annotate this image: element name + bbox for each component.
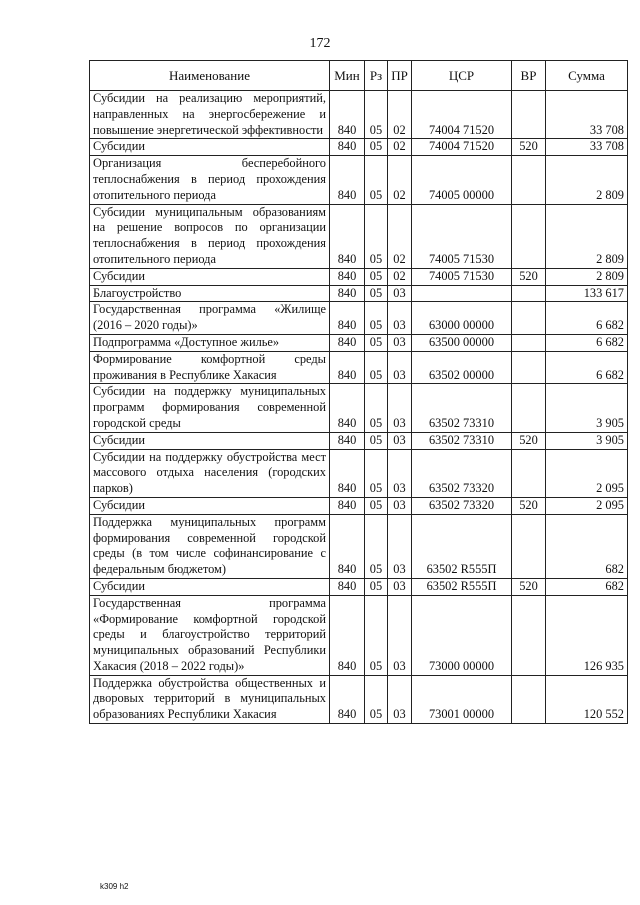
row-min-cell: 840 (330, 139, 365, 156)
row-csr-cell: 63500 00000 (412, 334, 512, 351)
row-rz-cell: 05 (365, 384, 388, 432)
table-body (90, 91, 628, 724)
row-rz-cell: 05 (365, 497, 388, 514)
row-min-cell: 840 (330, 156, 365, 204)
table-row (90, 334, 628, 351)
table-row (90, 675, 628, 723)
row-csr-cell: 74005 71530 (412, 268, 512, 285)
row-sum-cell: 6 682 (546, 302, 628, 335)
table-row (90, 204, 628, 268)
table-row (90, 268, 628, 285)
row-name-cell: Государственная программа «Жилище (2016 – 2020 годы)» (90, 302, 330, 335)
table-header-row (90, 61, 628, 91)
row-csr-cell: 63502 73310 (412, 384, 512, 432)
row-sum-cell: 2 809 (546, 268, 628, 285)
table-row (90, 156, 628, 204)
row-rz-cell: 05 (365, 351, 388, 384)
table-row (90, 285, 628, 302)
row-rz-cell: 05 (365, 156, 388, 204)
row-csr-cell: 63502 73320 (412, 497, 512, 514)
row-rz-cell: 05 (365, 432, 388, 449)
row-sum-cell: 2 095 (546, 497, 628, 514)
row-pr-cell: 03 (388, 578, 412, 595)
row-vr-cell (512, 91, 546, 139)
row-csr-cell: 63502 R555П (412, 514, 512, 578)
row-csr-cell: 74004 71520 (412, 91, 512, 139)
row-sum-cell: 682 (546, 578, 628, 595)
row-vr-cell: 520 (512, 497, 546, 514)
row-name-cell: Субсидии (90, 432, 330, 449)
row-min-cell: 840 (330, 285, 365, 302)
row-csr-cell: 73000 00000 (412, 595, 512, 675)
row-min-cell: 840 (330, 351, 365, 384)
row-name-cell: Формирование комфортной среды проживания в Республике Хакасия (90, 351, 330, 384)
row-csr-cell: 63502 73310 (412, 432, 512, 449)
row-name-cell: Государственная программа «Формирование комфортной городской среды и благоустройство территорий муниципальных образований Республики Хакасия (2018 – 2022 годы)» (90, 595, 330, 675)
row-vr-cell (512, 302, 546, 335)
row-csr-cell: 74004 71520 (412, 139, 512, 156)
row-sum-cell: 2 809 (546, 156, 628, 204)
column-header-csr: ЦСР (412, 61, 512, 91)
row-name-cell: Субсидии (90, 578, 330, 595)
row-name-cell: Субсидии на поддержку муниципальных программ формирования современной городской среды (90, 384, 330, 432)
row-min-cell: 840 (330, 302, 365, 335)
row-pr-cell: 02 (388, 91, 412, 139)
row-vr-cell (512, 514, 546, 578)
row-pr-cell: 03 (388, 497, 412, 514)
row-name-cell: Субсидии (90, 139, 330, 156)
row-csr-cell: 63502 00000 (412, 351, 512, 384)
row-sum-cell: 682 (546, 514, 628, 578)
table-row (90, 432, 628, 449)
column-header-vr: ВР (512, 61, 546, 91)
row-pr-cell: 03 (388, 514, 412, 578)
row-rz-cell: 05 (365, 334, 388, 351)
row-sum-cell: 126 935 (546, 595, 628, 675)
row-pr-cell: 03 (388, 285, 412, 302)
row-name-cell: Субсидии (90, 497, 330, 514)
row-rz-cell: 05 (365, 268, 388, 285)
row-min-cell: 840 (330, 578, 365, 595)
row-pr-cell: 02 (388, 156, 412, 204)
row-min-cell: 840 (330, 384, 365, 432)
row-csr-cell: 73001 00000 (412, 675, 512, 723)
column-header-sum: Сумма (546, 61, 628, 91)
row-name-cell: Субсидии на реализацию мероприятий, направленных на энергосбережение и повышение энергетической эффективности (90, 91, 330, 139)
row-csr-cell: 63502 73320 (412, 449, 512, 497)
row-rz-cell: 05 (365, 595, 388, 675)
row-sum-cell: 6 682 (546, 351, 628, 384)
budget-table (89, 60, 628, 724)
table-row (90, 578, 628, 595)
row-name-cell: Субсидии (90, 268, 330, 285)
row-sum-cell: 33 708 (546, 91, 628, 139)
row-pr-cell: 03 (388, 334, 412, 351)
table-row (90, 497, 628, 514)
row-name-cell: Организация бесперебойного теплоснабжения в период прохождения отопительного периода (90, 156, 330, 204)
row-rz-cell: 05 (365, 139, 388, 156)
row-pr-cell: 02 (388, 268, 412, 285)
row-vr-cell (512, 334, 546, 351)
row-pr-cell: 03 (388, 351, 412, 384)
row-vr-cell (512, 204, 546, 268)
table-row (90, 514, 628, 578)
row-rz-cell: 05 (365, 675, 388, 723)
row-pr-cell: 03 (388, 449, 412, 497)
row-vr-cell (512, 675, 546, 723)
row-sum-cell: 3 905 (546, 432, 628, 449)
row-vr-cell (512, 285, 546, 302)
row-vr-cell (512, 351, 546, 384)
row-name-cell: Благоустройство (90, 285, 330, 302)
row-pr-cell: 03 (388, 595, 412, 675)
row-pr-cell: 03 (388, 302, 412, 335)
row-vr-cell: 520 (512, 578, 546, 595)
row-sum-cell: 120 552 (546, 675, 628, 723)
row-min-cell: 840 (330, 204, 365, 268)
row-sum-cell: 6 682 (546, 334, 628, 351)
row-rz-cell: 05 (365, 449, 388, 497)
row-pr-cell: 03 (388, 384, 412, 432)
row-rz-cell: 05 (365, 578, 388, 595)
column-header-rz: Рз (365, 61, 388, 91)
row-vr-cell: 520 (512, 432, 546, 449)
row-pr-cell: 02 (388, 139, 412, 156)
row-sum-cell: 133 617 (546, 285, 628, 302)
row-pr-cell: 02 (388, 204, 412, 268)
row-name-cell: Поддержка муниципальных программ формирования современной городской среды (в том числе софинансирование с федеральным бюджетом) (90, 514, 330, 578)
column-header-min: Мин (330, 61, 365, 91)
column-header-name: Наименование (90, 61, 330, 91)
row-name-cell: Субсидии муниципальным образованиям на решение вопросов по организации теплоснабжения в период прохождения отопительного периода (90, 204, 330, 268)
row-vr-cell (512, 449, 546, 497)
column-header-pr: ПР (388, 61, 412, 91)
row-sum-cell: 3 905 (546, 384, 628, 432)
page-number: 172 (309, 36, 331, 51)
row-sum-cell: 33 708 (546, 139, 628, 156)
row-rz-cell: 05 (365, 285, 388, 302)
row-rz-cell: 05 (365, 514, 388, 578)
row-min-cell: 840 (330, 595, 365, 675)
row-vr-cell (512, 156, 546, 204)
row-min-cell: 840 (330, 497, 365, 514)
row-name-cell: Субсидии на поддержку обустройства мест массового отдыха населения (городских парков) (90, 449, 330, 497)
row-min-cell: 840 (330, 514, 365, 578)
table-row (90, 384, 628, 432)
row-rz-cell: 05 (365, 91, 388, 139)
row-sum-cell: 2 809 (546, 204, 628, 268)
row-min-cell: 840 (330, 449, 365, 497)
table-row (90, 351, 628, 384)
row-name-cell: Подпрограмма «Доступное жилье» (90, 334, 330, 351)
table-row (90, 449, 628, 497)
row-vr-cell (512, 384, 546, 432)
row-csr-cell: 74005 00000 (412, 156, 512, 204)
row-min-cell: 840 (330, 432, 365, 449)
table-row (90, 91, 628, 139)
row-rz-cell: 05 (365, 204, 388, 268)
row-vr-cell (512, 595, 546, 675)
row-csr-cell: 63502 R555П (412, 578, 512, 595)
row-sum-cell: 2 095 (546, 449, 628, 497)
row-min-cell: 840 (330, 675, 365, 723)
row-min-cell: 840 (330, 268, 365, 285)
table-row (90, 595, 628, 675)
row-min-cell: 840 (330, 91, 365, 139)
row-csr-cell: 63000 00000 (412, 302, 512, 335)
row-name-cell: Поддержка обустройства общественных и дворовых территорий в муниципальных образованиях Республики Хакасия (90, 675, 330, 723)
row-pr-cell: 03 (388, 675, 412, 723)
row-vr-cell: 520 (512, 268, 546, 285)
table-row (90, 139, 628, 156)
row-csr-cell: 74005 71530 (412, 204, 512, 268)
row-vr-cell: 520 (512, 139, 546, 156)
row-csr-cell (412, 285, 512, 302)
row-min-cell: 840 (330, 334, 365, 351)
row-rz-cell: 05 (365, 302, 388, 335)
footer-code: k309 h2 (100, 882, 129, 891)
row-pr-cell: 03 (388, 432, 412, 449)
table-row (90, 302, 628, 335)
